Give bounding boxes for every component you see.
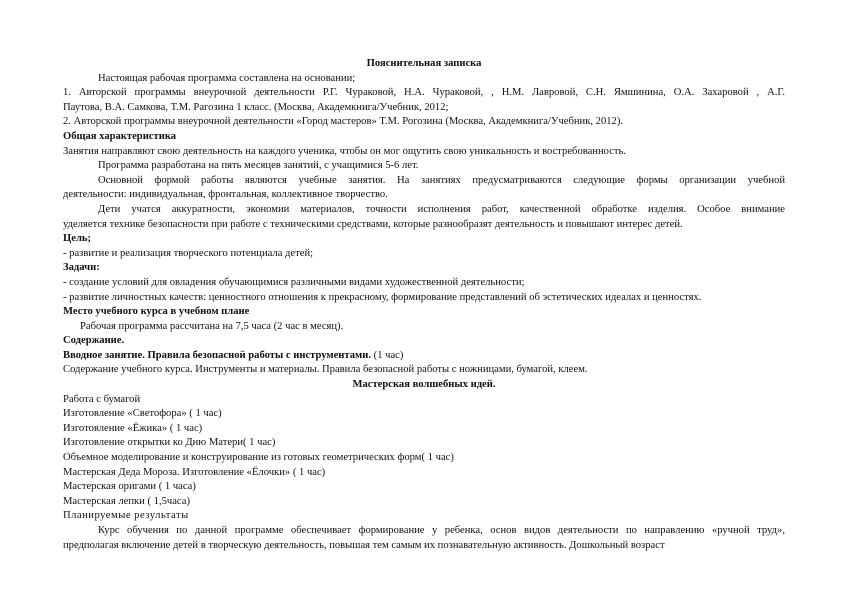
paper-work-heading: Работа с бумагой: [63, 393, 141, 405]
document-page: [63, 57, 785, 553]
task-item-2: - развитие личностных качеств: ценностного отношения к прекрасному, формирование представлений об эстетических идеалах и ценностях.: [63, 291, 702, 303]
content-heading: Содержание.: [63, 335, 125, 347]
source-1-line-2: Паутова, В.А. Самкова, Т.М. Рагозина 1 класс. (Москва, Академкнига/Учебник, 2012;: [63, 101, 449, 113]
list-item: Изготовление «Ёжика» ( 1 час): [63, 422, 203, 434]
goal-text: - развитие и реализация творческого потенциала детей;: [63, 247, 314, 259]
list-item: Мастерская оригами ( 1 часа): [63, 481, 196, 493]
intro-lesson-line: [63, 349, 785, 364]
list-item: Изготовление открытки ко Дню Матери( 1 час): [63, 437, 276, 449]
general-paragraph-1: Занятия направляют свою деятельность на каждого ученика, чтобы он мог ощутить свою уникальность и востребованность.: [63, 145, 627, 157]
general-paragraph-3-line-2: деятельности: индивидуальная, фронтальная, коллективное творчество.: [63, 189, 388, 201]
results-line-2: предполагая включение детей в творческую деятельность, повышая тем самым их познавательную активность. Дошкольный возраст: [63, 539, 665, 551]
general-paragraph-2: Программа разработана на пять месяцев занятий, с учащимися 5-6 лет.: [98, 160, 419, 172]
list-item: Мастерская лепки ( 1,5часа): [63, 495, 190, 507]
source-1-line-1: 1. Авторской программы внеурочной деятельности Р.Г. Чураковой, Н.А. Чураковой, , Н.М. Лавровой, С.Н. Ямшинина, О.А. Захаровой , А.Г.: [63, 87, 785, 99]
tasks-heading: Задачи:: [63, 262, 100, 274]
task-item-1: - создание условий для овладения обучающимися различными видами художественной деятельности;: [63, 276, 525, 288]
intro-line: Настоящая рабочая программа составлена на основании;: [98, 72, 356, 84]
intro-lesson-title: Вводное занятие. Правила безопасной работы с инструментами.: [63, 349, 372, 361]
workshop-heading: Мастерская волшебных идей.: [352, 379, 496, 391]
course-content: Содержание учебного курса. Инструменты и материалы. Правила безопасной работы с ножницами, бумагой, клеем.: [63, 364, 588, 376]
results-heading: Планируемые результаты: [63, 510, 189, 522]
general-paragraph-4-line-2: уделяется технике безопасности при работе с техническими средствами, которые разнообразят деятельность и повышают интерес детей.: [63, 218, 683, 230]
list-item: Мастерская Деда Мороза. Изготовление «Ёлочки» ( 1 час): [63, 466, 326, 478]
results-line-1: Курс обучения по данной программе обеспечивает формирование у ребенка, основ видов деятельности по направлению «ручной труд»,: [98, 525, 785, 536]
source-2: 2. Авторской программы внеурочной деятельности «Город мастеров» Т.М. Рогозина (Москва, Академкнига/Учебник, 2012).: [63, 116, 624, 128]
goal-heading: Цель;: [63, 233, 92, 245]
intro-lesson-hours: (1 час): [371, 349, 404, 361]
place-heading: Место учебного курса в учебном плане: [63, 306, 250, 318]
general-paragraph-3-line-1: Основной формой работы являются учебные занятия. На занятиях предусматриваются следующие формы организации учебной: [98, 174, 785, 186]
list-item: Изготовление «Светофора» ( 1 час): [63, 408, 222, 420]
general-paragraph-4-line-1: Дети учатся аккуратности, экономии материалов, точности исполнения работ, качественной обработке изделия. Особое внимание: [98, 203, 785, 215]
list-item: Объемное моделирование и конструирование из готовых геометрических форм( 1 час): [63, 452, 454, 464]
place-text: Рабочая программа рассчитана на 7,5 часа (2 час в месяц).: [80, 320, 344, 332]
general-heading: Общая характеристика: [63, 130, 177, 142]
document-title: Пояснительная записка: [366, 58, 482, 69]
